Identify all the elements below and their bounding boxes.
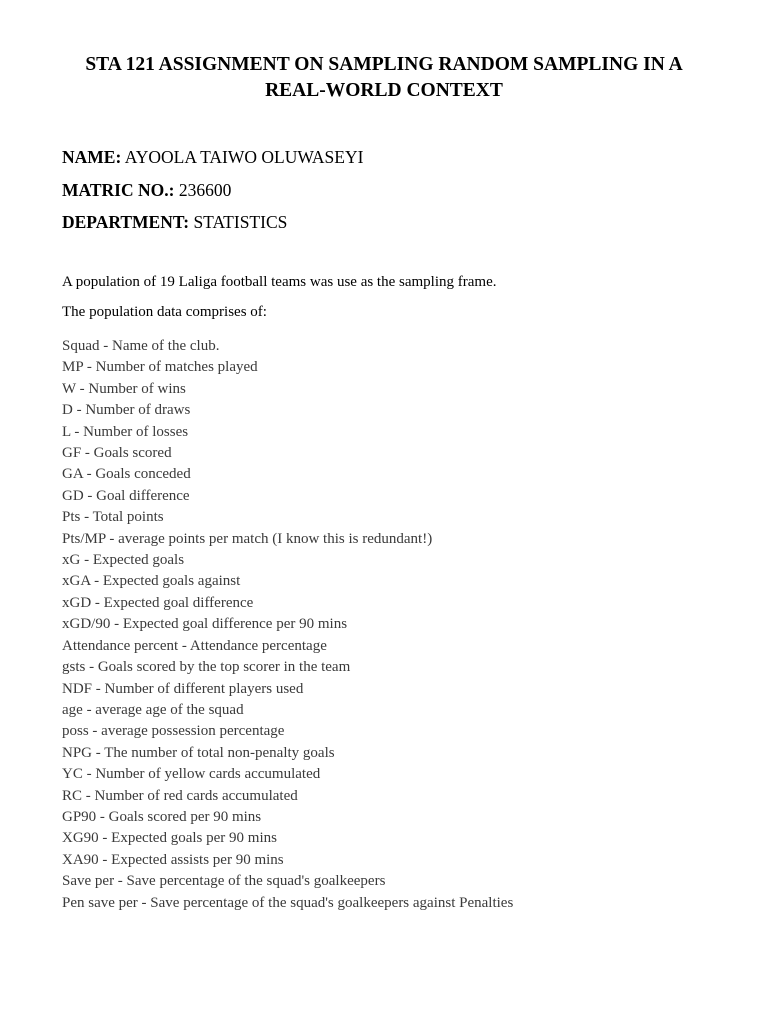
variable-item: RC - Number of red cards accumulated bbox=[62, 787, 298, 804]
variable-item: GA - Goals conceded bbox=[62, 466, 191, 483]
name-label: NAME: bbox=[62, 147, 122, 167]
intro-paragraph: A population of 19 Laliga football teams was use as the sampling frame. bbox=[62, 274, 497, 290]
variable-item: age - average age of the squad bbox=[62, 701, 244, 718]
title-line-1: STA 121 ASSIGNMENT ON SAMPLING RANDOM SAMPLING IN A bbox=[85, 54, 683, 75]
variable-item: GP90 - Goals scored per 90 mins bbox=[62, 808, 262, 825]
variable-item: L - Number of losses bbox=[62, 423, 189, 440]
variable-item: Pts/MP - average points per match (I know this is redundant!) bbox=[62, 530, 433, 547]
matric-value: 236600 bbox=[178, 179, 232, 200]
document-page bbox=[62, 52, 706, 914]
document-title bbox=[62, 52, 706, 104]
variable-item: xGD - Expected goal difference bbox=[62, 594, 254, 611]
variable-item: poss - average possession percentage bbox=[62, 723, 285, 740]
data-description-heading: The population data comprises of: bbox=[62, 304, 267, 320]
variable-item: NDF - Number of different players used bbox=[62, 680, 304, 697]
variable-item: NPG - The number of total non-penalty goals bbox=[62, 744, 335, 761]
variable-item: Pts - Total points bbox=[62, 509, 164, 526]
variable-list bbox=[62, 336, 706, 914]
variable-item: Pen save per - Save percentage of the squad's goalkeepers against Penalties bbox=[62, 894, 514, 911]
variable-item: xG - Expected goals bbox=[62, 552, 185, 569]
variable-item: Save per - Save percentage of the squad's goalkeepers bbox=[62, 873, 386, 890]
variable-item: GD - Goal difference bbox=[62, 487, 190, 504]
variable-item: MP - Number of matches played bbox=[62, 359, 258, 376]
variable-item: Squad - Name of the club. bbox=[62, 338, 220, 354]
variable-item: W - Number of wins bbox=[62, 380, 186, 397]
student-info bbox=[62, 147, 706, 233]
department-row bbox=[62, 212, 706, 233]
department-value: STATISTICS bbox=[193, 212, 288, 232]
name-value: AYOOLA TAIWO OLUWASEYI bbox=[124, 147, 364, 167]
variable-item: gsts - Goals scored by the top scorer in the team bbox=[62, 659, 351, 676]
variable-item: xGD/90 - Expected goal difference per 90 mins bbox=[62, 616, 348, 633]
variable-item: Attendance percent - Attendance percentage bbox=[62, 637, 327, 654]
variable-item: D - Number of draws bbox=[62, 402, 191, 419]
name-row bbox=[62, 147, 706, 168]
matric-row bbox=[62, 180, 706, 201]
variable-item: YC - Number of yellow cards accumulated bbox=[62, 766, 321, 783]
department-label: DEPARTMENT: bbox=[62, 212, 190, 232]
title-line-2: REAL-WORLD CONTEXT bbox=[265, 80, 503, 101]
variable-item: xGA - Expected goals against bbox=[62, 573, 241, 590]
variable-item: GF - Goals scored bbox=[62, 445, 172, 462]
variable-item: XA90 - Expected assists per 90 mins bbox=[62, 851, 284, 868]
variable-item: XG90 - Expected goals per 90 mins bbox=[62, 830, 277, 847]
matric-label: MATRIC NO.: bbox=[62, 179, 175, 200]
